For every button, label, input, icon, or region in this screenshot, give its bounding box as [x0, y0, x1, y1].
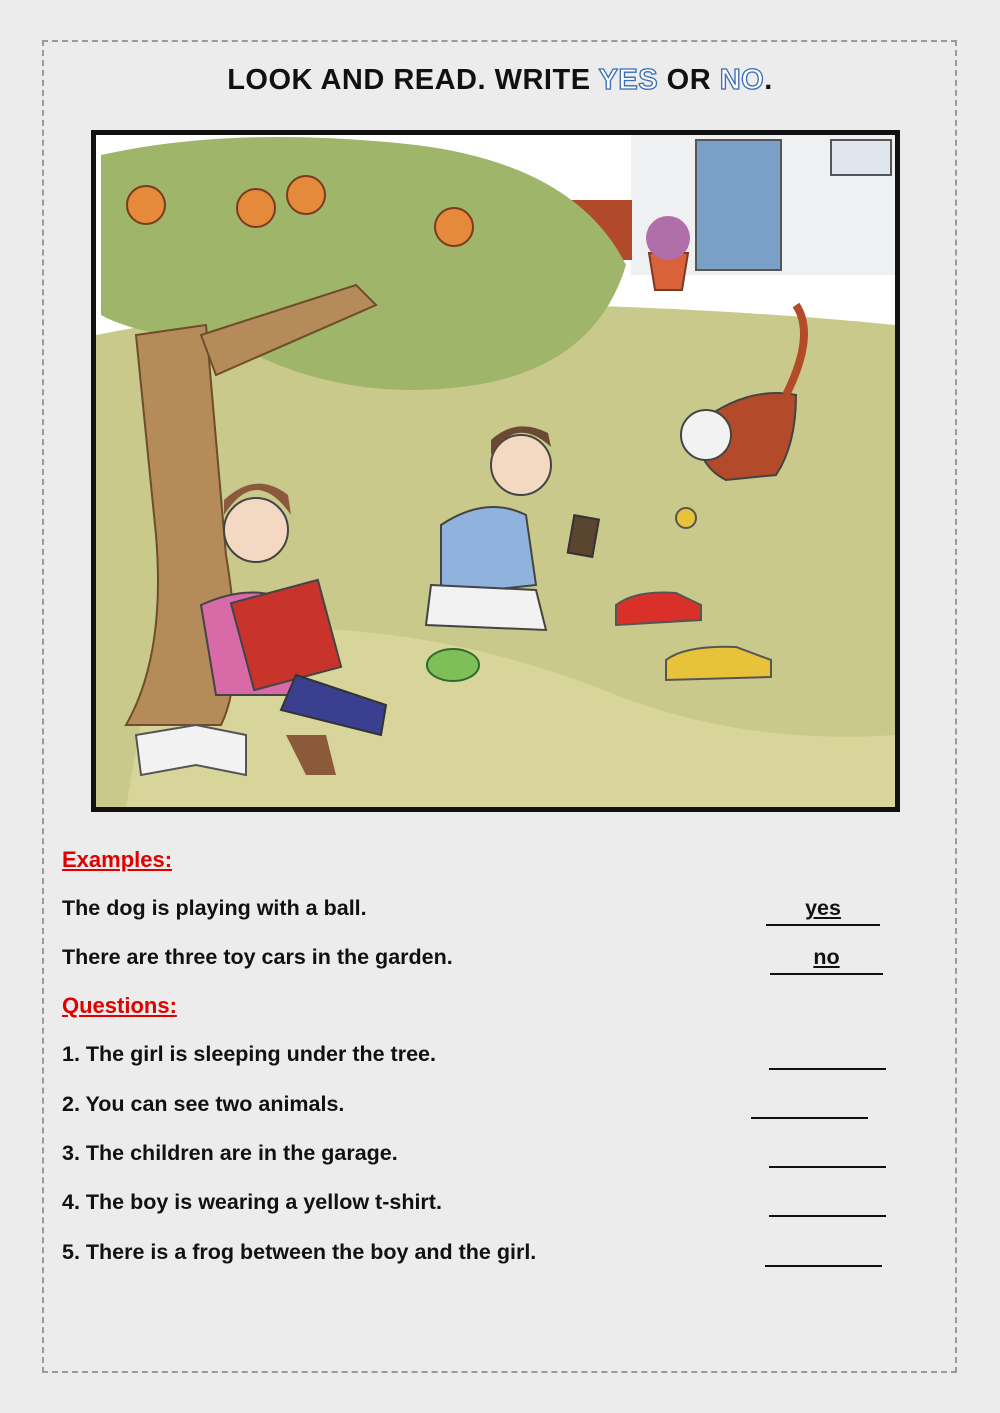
worksheet-title: LOOK AND READ. WRITE YES OR NO. — [227, 64, 773, 96]
question-4-answer-blank[interactable] — [769, 1187, 886, 1217]
question-3-text: 3. The children are in the garage. — [62, 1141, 398, 1165]
example-1-answer: yes — [766, 896, 880, 926]
example-1-text: The dog is playing with a ball. — [62, 896, 367, 920]
question-2-answer-blank[interactable] — [751, 1089, 868, 1119]
question-2-text: 2. You can see two animals. — [62, 1092, 345, 1116]
question-1-answer-blank[interactable] — [769, 1040, 886, 1070]
question-5-text: 5. There is a frog between the boy and the girl. — [62, 1240, 537, 1264]
title-no: NO — [719, 64, 765, 96]
questions-heading: Questions: — [62, 993, 177, 1018]
question-4-text: 4. The boy is wearing a yellow t-shirt. — [62, 1190, 442, 1214]
garden-scene-illustration — [91, 130, 900, 812]
question-1-text: 1. The girl is sleeping under the tree. — [62, 1042, 436, 1066]
title-yes: YES — [598, 64, 659, 96]
question-3-answer-blank[interactable] — [769, 1138, 886, 1168]
example-2-text: There are three toy cars in the garden. — [62, 945, 453, 969]
examples-heading: Examples: — [62, 847, 173, 872]
question-5-answer-blank[interactable] — [765, 1237, 882, 1267]
example-2-answer: no — [770, 945, 883, 975]
